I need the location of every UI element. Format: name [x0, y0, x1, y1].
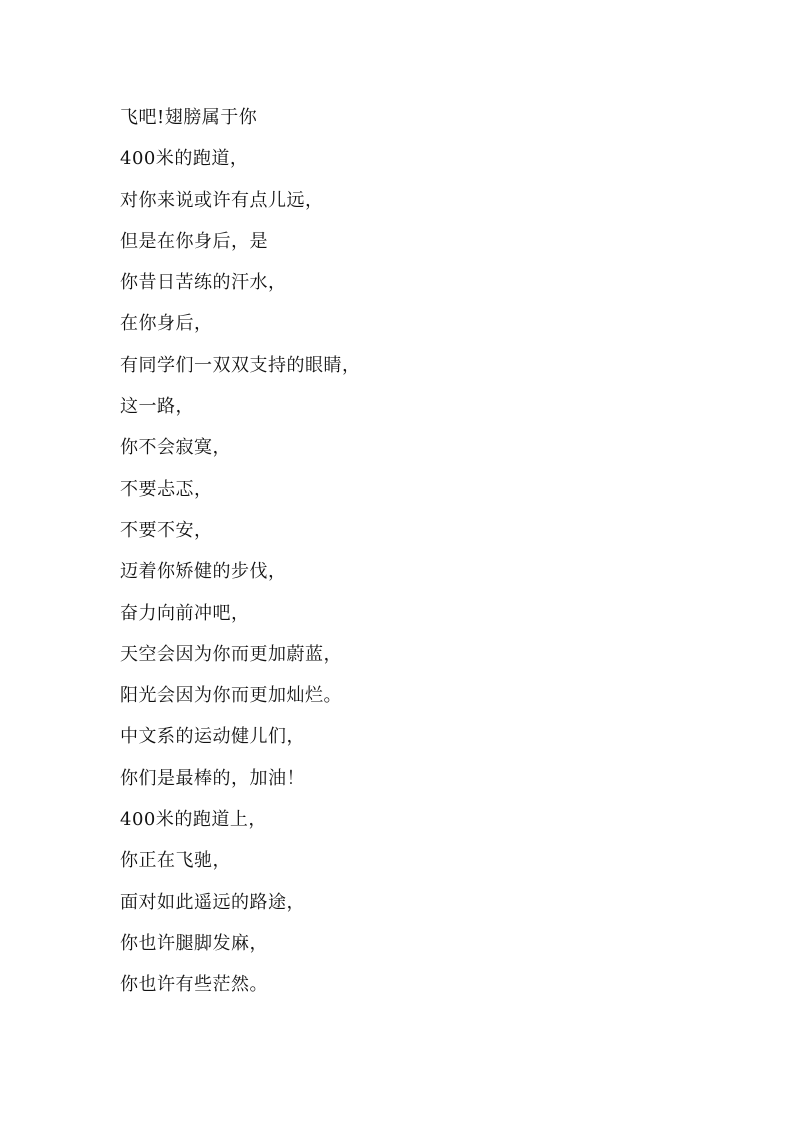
poem-line: 迈着你矫健的步伐，	[120, 561, 287, 583]
poem-title: 飞吧!翅膀属于你	[120, 107, 258, 128]
poem-line: 但是在你身后，是	[120, 230, 268, 252]
poem-line: 400米的跑道上，	[120, 809, 267, 831]
poem-line: 有同学们一双双支持的眼睛，	[120, 354, 361, 376]
poem-line: 你也许腿脚发麻，	[120, 932, 268, 954]
poem-line: 你正在飞驰，	[120, 850, 231, 872]
poem-line: 400米的跑道，	[120, 148, 249, 170]
poem-line: 在你身后，	[120, 313, 213, 335]
poem-line: 天空会因为你而更加蔚蓝，	[120, 643, 342, 665]
poem-line: 你不会寂寞，	[120, 437, 231, 459]
poem-line: 不要忐忑，	[120, 478, 213, 500]
poem-line: 奋力向前冲吧，	[120, 602, 250, 624]
poem-line: 对你来说或许有点儿远，	[120, 189, 324, 211]
poem-line: 面对如此遥远的路途，	[120, 891, 305, 913]
poem-text	[120, 103, 680, 1012]
poem-line: 中文系的运动健儿们，	[120, 726, 305, 748]
poem-line: 阳光会因为你而更加灿烂。	[120, 685, 342, 707]
poem-line: 不要不安，	[120, 519, 213, 541]
poem-line: 你也许有些茫然。	[120, 974, 268, 996]
poem-line: 你们是最棒的，加油！	[120, 767, 305, 789]
poem-line: 这一路，	[120, 396, 194, 418]
poem-line: 你昔日苦练的汗水，	[120, 272, 287, 294]
